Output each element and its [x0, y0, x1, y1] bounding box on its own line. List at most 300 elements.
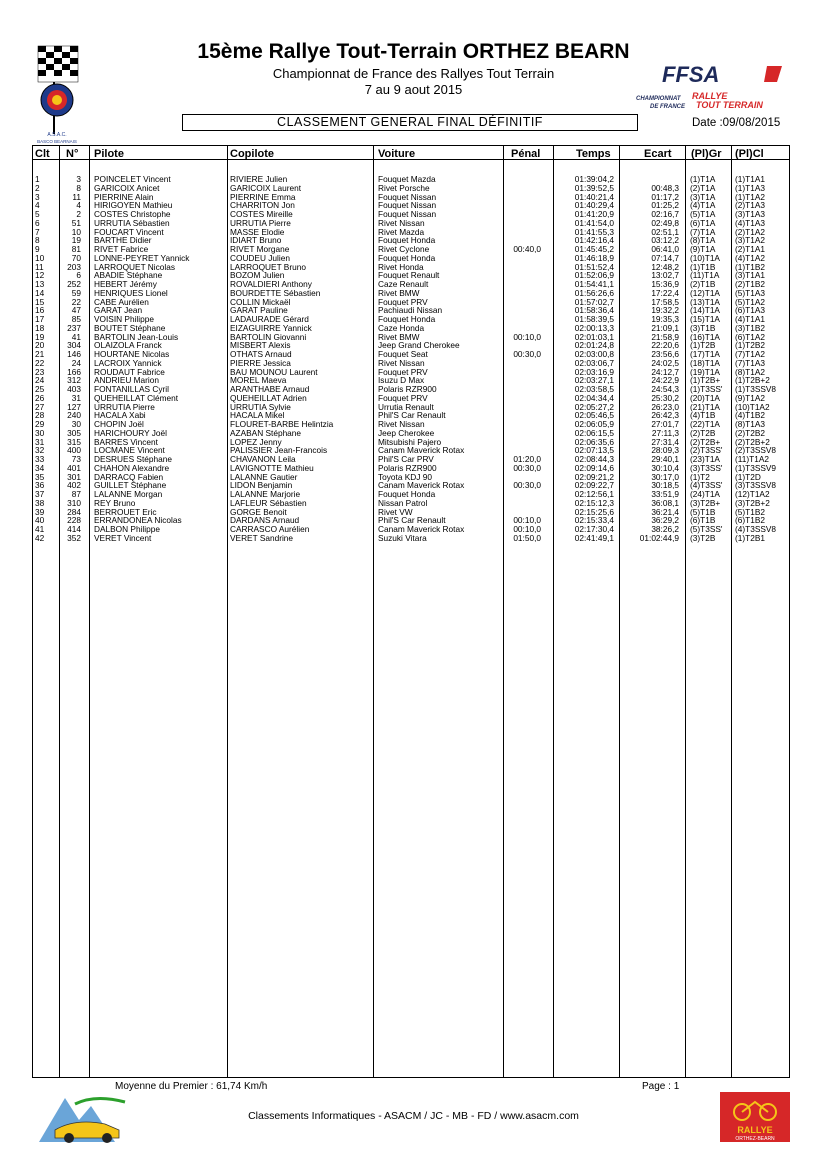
cell-plcl: (11)T1A2 [735, 454, 769, 464]
document-date: Date :09/08/2015 [692, 117, 781, 129]
cell-plcl: (2)T3SSV8 [735, 445, 777, 456]
cell-plgr: (4)T1A [690, 200, 716, 211]
svg-text:CHAMPIONNAT: CHAMPIONNAT [636, 96, 681, 102]
cell-plgr: (14)T1A [690, 305, 720, 316]
cell-clt: 37 [35, 489, 45, 499]
cell-pilote: POINCELET Vincent [94, 174, 171, 184]
cell-pilote: ANDRIEU Marion [94, 375, 160, 386]
cell-copilote: DARDANS Arnaud [230, 515, 300, 526]
cell-ecart: 06:41,0 [651, 244, 679, 254]
cell-clt: 31 [35, 436, 45, 447]
cell-pilote: FONTANILLAS Cyril [94, 384, 169, 394]
cell-pilote: COSTES Christophe [94, 209, 171, 219]
page-number: Page : 1 [642, 1081, 680, 1092]
cell-voiture: Isuzu D Max [378, 375, 425, 386]
cell-pilote: ERRANDONEA Nicolas [94, 515, 182, 526]
col-header-copilote: Copilote [230, 148, 274, 160]
cell-copilote: BAU MOUNOU Laurent [230, 366, 318, 377]
cell-num: 127 [67, 401, 81, 412]
cell-copilote: ARANTHABE Arnaud [230, 384, 310, 394]
svg-text:RALLYE: RALLYE [737, 1125, 773, 1135]
credits: Classements Informatiques - ASACM / JC - MB - FD / www.asacm.com [248, 1110, 579, 1122]
cell-clt: 26 [35, 392, 45, 403]
cell-copilote: PIERRINE Emma [230, 191, 296, 202]
cell-clt: 33 [35, 454, 45, 464]
cell-plcl: (6)T1A2 [735, 331, 765, 342]
table-row [0, 534, 827, 543]
cell-copilote: EIZAGUIRRE Yannick [230, 322, 312, 333]
cell-plcl: (3)T1A3 [735, 209, 765, 219]
cell-pilote: VERET Vincent [94, 532, 152, 543]
cell-voiture: Fouquet Honda [378, 489, 436, 499]
cell-ecart: 30:17,0 [651, 471, 679, 482]
cell-clt: 23 [35, 366, 45, 377]
cell-plgr: (7)T1A [690, 226, 716, 237]
cell-pilote: BARTHE Didier [94, 235, 152, 246]
cell-pilote: VOISIN Philippe [94, 314, 154, 324]
cell-pilote: DARRACQ Fabien [94, 471, 164, 482]
cell-voiture: Urrutia Renault [378, 401, 434, 412]
cell-plgr: (4)T1B [690, 410, 716, 421]
cell-voiture: Rivet Nissan [378, 357, 425, 368]
cell-plgr: (1)T2 [690, 471, 710, 482]
cell-plgr: (23)T1A [690, 454, 720, 464]
cell-clt: 41 [35, 524, 45, 534]
cell-penal: 00:30,0 [513, 349, 541, 359]
cell-num: 203 [67, 261, 81, 272]
cell-voiture: Fouquet Nissan [378, 200, 437, 211]
cell-ecart: 28:09,3 [651, 445, 679, 456]
svg-text:RALLYE: RALLYE [692, 91, 728, 101]
cell-plgr: (5)T1B [690, 506, 716, 517]
cell-clt: 15 [35, 296, 45, 307]
cell-copilote: ROVALDIERI Anthony [230, 279, 312, 289]
cell-clt: 1 [35, 174, 40, 184]
cell-plcl: (3)T1B2 [735, 322, 765, 333]
cell-plcl: (1)T2B2 [735, 340, 765, 351]
cell-copilote: FLOURET-BARBE Helintzia [230, 419, 334, 429]
cell-ecart: 01:17,2 [651, 191, 679, 202]
cell-voiture: Fouquet Nissan [378, 191, 437, 202]
cell-plcl: (1)T2D [735, 471, 761, 482]
cell-plgr: (13)T1A [690, 296, 720, 307]
average-speed: Moyenne du Premier : 61,74 Km/h [115, 1081, 268, 1092]
cell-clt: 36 [35, 480, 45, 491]
cell-clt: 16 [35, 305, 45, 316]
cell-num: 237 [67, 322, 81, 333]
cell-num: 85 [71, 314, 81, 324]
cell-voiture: Rivet Honda [378, 261, 424, 272]
cell-copilote: BOURDETTE Sébastien [230, 287, 321, 298]
cell-pilote: BARRES Vincent [94, 436, 158, 447]
cell-pilote: CABE Aurélien [94, 296, 149, 307]
cell-voiture: Rivet Cyclone [378, 244, 430, 254]
cell-temps: 02:00:13,3 [574, 322, 614, 333]
cell-pilote: FOUCART Vincent [94, 226, 164, 237]
cell-plcl: (8)T1A2 [735, 366, 765, 377]
cell-temps: 01:54:41,1 [574, 279, 614, 289]
col-header-clt: Clt [35, 148, 50, 160]
cell-plgr: (24)T1A [690, 489, 720, 499]
cell-plcl: (2)T2B+2 [735, 436, 770, 447]
classement-box: CLASSEMENT GENERAL FINAL DÉFINITIF [182, 114, 638, 131]
cell-ecart: 26:42,3 [651, 410, 679, 421]
cell-copilote: URRUTIA Pierre [230, 217, 291, 228]
cell-voiture: Phil'S Car PRV [378, 454, 434, 464]
cell-clt: 30 [35, 427, 45, 438]
cell-plcl: (4)T1A2 [735, 252, 765, 263]
cell-voiture: Nissan Patrol [378, 497, 428, 508]
cell-pilote: HENRIQUES Lionel [94, 287, 168, 298]
cell-plgr: (1)T3SS' [690, 384, 723, 394]
col-header-num: N° [66, 148, 79, 160]
cell-num: 146 [67, 349, 81, 359]
cell-num: 312 [67, 375, 81, 386]
cell-voiture: Canam Maverick Rotax [378, 480, 465, 491]
cell-voiture: Fouquet Honda [378, 314, 436, 324]
cell-plgr: (6)T1B [690, 515, 716, 526]
cell-voiture: Rivet Nissan [378, 419, 425, 429]
ffsa-logo [632, 62, 792, 112]
cell-plcl: (7)T1A3 [735, 357, 765, 368]
cell-voiture: Fouquet Mazda [378, 174, 436, 184]
cell-copilote: BARTOLIN Giovanni [230, 331, 307, 342]
cell-plgr: (21)T1A [690, 401, 720, 412]
cell-plgr: (3)T1B [690, 322, 716, 333]
cell-clt: 14 [35, 287, 45, 298]
cell-plgr: (9)T1A [690, 244, 716, 254]
cell-clt: 10 [35, 252, 45, 263]
cell-ecart: 24:22,9 [651, 375, 679, 386]
cell-temps: 02:03:00,8 [574, 349, 614, 359]
cell-temps: 02:04:34,4 [574, 392, 614, 403]
cell-ecart: 26:23,0 [651, 401, 679, 412]
cell-voiture: Rivet VW [378, 506, 413, 517]
cell-copilote: LADAURADE Gérard [230, 314, 309, 324]
cell-copilote: LALANNE Gautier [230, 471, 298, 482]
cell-plcl: (12)T1A2 [735, 489, 770, 499]
cell-voiture: Fouquet PRV [378, 392, 428, 403]
cell-pilote: ROUDAUT Fabrice [94, 366, 165, 377]
cell-num: 10 [71, 226, 81, 237]
cell-num: 51 [71, 217, 81, 228]
cell-plgr: (2)T1A [690, 182, 716, 193]
cell-voiture: Jeep Grand Cherokee [378, 340, 460, 351]
cell-num: 401 [67, 462, 81, 473]
cell-num: 315 [67, 436, 81, 447]
cell-copilote: LOPEZ Jenny [230, 436, 282, 447]
cell-temps: 01:41:55,3 [574, 226, 614, 237]
cell-plgr: (4)T3SS' [690, 480, 723, 491]
cell-num: 284 [67, 506, 81, 517]
cell-num: 73 [71, 454, 81, 464]
cell-plcl: (2)T1A3 [735, 200, 765, 211]
cell-ecart: 02:51,1 [651, 226, 679, 237]
cell-copilote: PALISSIER Jean-Francois [230, 445, 328, 456]
cell-clt: 12 [35, 270, 45, 281]
cell-penal: 00:30,0 [513, 462, 541, 473]
cell-ecart: 22:20,6 [651, 340, 679, 351]
cell-voiture: Toyota KDJ 90 [378, 471, 432, 482]
cell-temps: 01:58:39,5 [574, 314, 614, 324]
cell-plcl: (5)T1B2 [735, 506, 765, 517]
cell-temps: 01:39:52,5 [574, 182, 614, 193]
svg-text:FFSA: FFSA [662, 62, 720, 87]
cell-num: 30 [71, 419, 81, 429]
cell-num: 11 [72, 191, 81, 202]
cell-temps: 01:58:36,4 [574, 305, 614, 316]
cell-temps: 02:05:46,5 [574, 410, 614, 421]
cell-temps: 02:06:35,6 [574, 436, 614, 447]
cell-ecart: 33:51,9 [651, 489, 679, 499]
cell-ecart: 00:48,3 [651, 182, 679, 193]
cell-temps: 01:40:21,4 [574, 191, 614, 202]
cell-pilote: CHOPIN Joël [94, 419, 144, 429]
cell-copilote: LALANNE Marjorie [230, 489, 301, 499]
cell-num: 24 [71, 357, 81, 368]
cell-pilote: ABADIE Stéphane [94, 270, 163, 281]
cell-clt: 7 [35, 226, 40, 237]
cell-num: 70 [71, 252, 81, 263]
cell-voiture: Caze Honda [378, 322, 425, 333]
cell-ecart: 30:10,4 [651, 462, 679, 473]
cell-copilote: MASSE Elodie [230, 226, 285, 237]
cell-ecart: 21:09,1 [651, 322, 679, 333]
cell-plcl: (7)T1A2 [735, 349, 765, 359]
col-header-ecart: Ecart [644, 148, 672, 160]
cell-pilote: BARTOLIN Jean-Louis [94, 331, 179, 342]
cell-ecart: 30:18,5 [651, 480, 679, 491]
cell-copilote: CARRASCO Aurélien [230, 524, 310, 534]
cell-num: 400 [67, 445, 81, 456]
cell-temps: 02:06:05,9 [574, 419, 614, 429]
cell-clt: 34 [35, 462, 45, 473]
cell-ecart: 01:02:44,9 [639, 532, 679, 543]
cell-copilote: VERET Sandrine [230, 532, 294, 543]
cell-copilote: GORGE Benoit [230, 506, 287, 517]
cell-ecart: 27:31,4 [651, 436, 679, 447]
cell-temps: 01:52:06,9 [574, 270, 614, 281]
cell-penal: 00:10,0 [513, 524, 541, 534]
cell-voiture: Rivet BMW [378, 287, 420, 298]
svg-text:DE FRANCE: DE FRANCE [650, 104, 686, 110]
cell-temps: 02:09:21,2 [574, 471, 614, 482]
cell-plcl: (2)T2B2 [735, 427, 765, 438]
cell-clt: 18 [35, 322, 45, 333]
cell-clt: 24 [35, 375, 45, 386]
cell-num: 352 [67, 532, 81, 543]
cell-penal: 00:10,0 [513, 331, 541, 342]
cell-voiture: Rivet Mazda [378, 226, 425, 237]
cell-ecart: 07:14,7 [651, 252, 679, 263]
cell-plgr: (17)T1A [690, 349, 720, 359]
cell-num: 81 [71, 244, 81, 254]
cell-ecart: 17:58,5 [651, 296, 679, 307]
cell-penal: 00:40,0 [513, 244, 541, 254]
cell-voiture: Fouquet Seat [378, 349, 428, 359]
cell-clt: 22 [35, 357, 45, 368]
cell-plgr: (5)T3SS' [690, 524, 723, 534]
cell-ecart: 13:02,7 [651, 270, 679, 281]
cell-pilote: PIERRINE Alain [94, 191, 154, 202]
cell-ecart: 02:49,8 [651, 217, 679, 228]
cell-num: 305 [67, 427, 81, 438]
cell-voiture: Phil'S Car Renault [378, 515, 446, 526]
cell-plgr: (1)T1A [690, 174, 716, 184]
cell-copilote: GARICOIX Laurent [230, 182, 302, 193]
cell-pilote: LONNE-PEYRET Yannick [94, 252, 190, 263]
rallye-orthez-bearn-logo [720, 1092, 790, 1142]
cell-pilote: URRUTIA Pierre [94, 401, 155, 412]
cell-copilote: CHAVANON Leila [230, 454, 296, 464]
cell-copilote: CHARRITON Jon [230, 200, 295, 211]
cell-pilote: CHAHON Alexandre [94, 462, 170, 473]
cell-voiture: Rivet BMW [378, 331, 420, 342]
cell-clt: 2 [35, 182, 40, 193]
cell-temps: 02:01:03,1 [574, 331, 614, 342]
cell-plcl: (4)T1A1 [735, 314, 765, 324]
cell-plcl: (1)T1A2 [735, 191, 765, 202]
cell-ecart: 27:11,3 [651, 427, 679, 438]
cell-temps: 01:46:18,9 [574, 252, 614, 263]
cell-voiture: Canam Maverick Rotax [378, 445, 465, 456]
asac-basco-bearnais-logo [32, 42, 82, 150]
cell-plcl: (2)T1A1 [735, 244, 765, 254]
cell-voiture: Fouquet Honda [378, 252, 436, 263]
cell-plcl: (1)T2B+2 [735, 375, 770, 386]
cell-plgr: (18)T1A [690, 357, 720, 368]
event-dates: 7 au 9 aout 2015 [364, 82, 463, 97]
cell-plcl: (1)T1A1 [735, 174, 765, 184]
cell-temps: 02:03:27,1 [574, 375, 614, 386]
cell-ecart: 36:08,1 [651, 497, 679, 508]
cell-copilote: LIDON Benjamin [230, 480, 293, 491]
cell-pilote: HEBERT Jérémy [94, 279, 157, 289]
cell-num: 402 [67, 480, 81, 491]
cell-pilote: BOUTET Stéphane [94, 322, 166, 333]
cell-plcl: (4)T1B2 [735, 410, 765, 421]
cell-plgr: (2)T1B [690, 279, 716, 289]
cell-plgr: (3)T2B+ [690, 497, 721, 508]
cell-pilote: URRUTIA Sébastien [94, 217, 170, 228]
cell-ecart: 24:12,7 [651, 366, 679, 377]
cell-copilote: RIVIERE Julien [230, 174, 288, 184]
cell-plgr: (1)T1B [690, 261, 716, 272]
cell-clt: 8 [35, 235, 40, 246]
cell-plcl: (6)T1A3 [735, 305, 765, 316]
cell-ecart: 38:26,2 [651, 524, 679, 534]
cell-num: 252 [67, 279, 81, 289]
cell-ecart: 02:16,7 [651, 209, 679, 219]
cell-num: 19 [71, 235, 81, 246]
cell-voiture: Phil'S Car Renault [378, 410, 446, 421]
cell-copilote: OTHATS Arnaud [230, 349, 292, 359]
cell-plcl: (9)T1A2 [735, 392, 765, 403]
cell-plcl: (10)T1A2 [735, 401, 770, 412]
cell-clt: 6 [35, 217, 40, 228]
cell-temps: 01:45:45,2 [574, 244, 614, 254]
col-header-plgr: (Pl)Gr [691, 148, 722, 160]
cell-ecart: 19:35,3 [651, 314, 679, 324]
cell-penal: 00:10,0 [513, 515, 541, 526]
cell-pilote: LOCMANE Vincent [94, 445, 165, 456]
cell-pilote: REY Bruno [94, 497, 136, 508]
cell-plcl: (3)T1A1 [735, 270, 765, 281]
cell-plgr: (16)T1A [690, 331, 720, 342]
cell-num: 2 [76, 209, 81, 219]
cell-voiture: Fouquet PRV [378, 366, 428, 377]
cell-pilote: LALANNE Morgan [94, 489, 163, 499]
cell-plgr: (12)T1A [690, 287, 720, 298]
cell-voiture: Rivet Nissan [378, 217, 425, 228]
cell-clt: 17 [35, 314, 45, 324]
cell-ecart: 24:02,5 [651, 357, 679, 368]
cell-temps: 01:57:02,7 [574, 296, 614, 307]
cell-clt: 32 [35, 445, 45, 456]
cell-voiture: Polaris RZR900 [378, 462, 437, 473]
cell-plcl: (3)T3SSV8 [735, 480, 777, 491]
cell-copilote: QUEHEILLAT Adrien [230, 392, 307, 403]
cell-num: 310 [67, 497, 81, 508]
cell-num: 59 [71, 287, 81, 298]
cell-plgr: (3)T3SS' [690, 462, 723, 473]
cell-ecart: 36:29,2 [651, 515, 679, 526]
cell-num: 22 [71, 296, 81, 307]
cell-ecart: 12:48,2 [651, 261, 679, 272]
col-header-plcl: (Pl)Cl [735, 148, 764, 160]
cell-plgr: (20)T1A [690, 392, 720, 403]
cell-pilote: HIRIGOYEN Mathieu [94, 200, 173, 211]
col-header-penal: Pénal [511, 148, 541, 160]
cell-plcl: (2)T1A2 [735, 226, 765, 237]
cell-copilote: COUDEU Julien [230, 252, 290, 263]
cell-num: 4 [76, 200, 81, 211]
cell-voiture: Fouquet PRV [378, 296, 428, 307]
cell-temps: 01:42:16,4 [574, 235, 614, 246]
cell-temps: 02:15:12,3 [574, 497, 614, 508]
cell-num: 301 [67, 471, 81, 482]
cell-plgr: (2)T3SS' [690, 445, 723, 456]
cell-clt: 20 [35, 340, 45, 351]
cell-voiture: Fouquet Renault [378, 270, 440, 281]
cell-plgr: (2)T2B+ [690, 436, 721, 447]
cell-copilote: LARROQUET Bruno [230, 261, 306, 272]
cell-pilote: DALBON Philippe [94, 524, 160, 534]
cell-copilote: GARAT Pauline [230, 305, 288, 316]
cell-penal: 01:20,0 [513, 454, 541, 464]
cell-temps: 02:09:14,6 [574, 462, 614, 473]
cell-num: 403 [67, 384, 81, 394]
cell-temps: 02:09:22,7 [574, 480, 614, 491]
cell-temps: 02:07:13,5 [574, 445, 614, 456]
cell-penal: 00:30,0 [513, 480, 541, 491]
cell-clt: 28 [35, 410, 45, 421]
cell-ecart: 21:58,9 [651, 331, 679, 342]
cell-copilote: COLLIN Mickaël [230, 296, 291, 307]
cell-pilote: LARROQUET Nicolas [94, 261, 175, 272]
cell-copilote: BOZOM Julien [230, 270, 285, 281]
cell-pilote: GUILLET Stéphane [94, 480, 167, 491]
cell-voiture: Fouquet Nissan [378, 209, 437, 219]
cell-plgr: (19)T1A [690, 366, 720, 377]
cell-clt: 9 [35, 244, 40, 254]
cell-plcl: (6)T1B2 [735, 515, 765, 526]
cell-ecart: 03:12,2 [651, 235, 679, 246]
cell-ecart: 24:54,3 [651, 384, 679, 394]
cell-num: 87 [71, 489, 81, 499]
cell-copilote: LAFLEUR Sébastien [230, 497, 307, 508]
cell-voiture: Rivet Porsche [378, 182, 430, 193]
